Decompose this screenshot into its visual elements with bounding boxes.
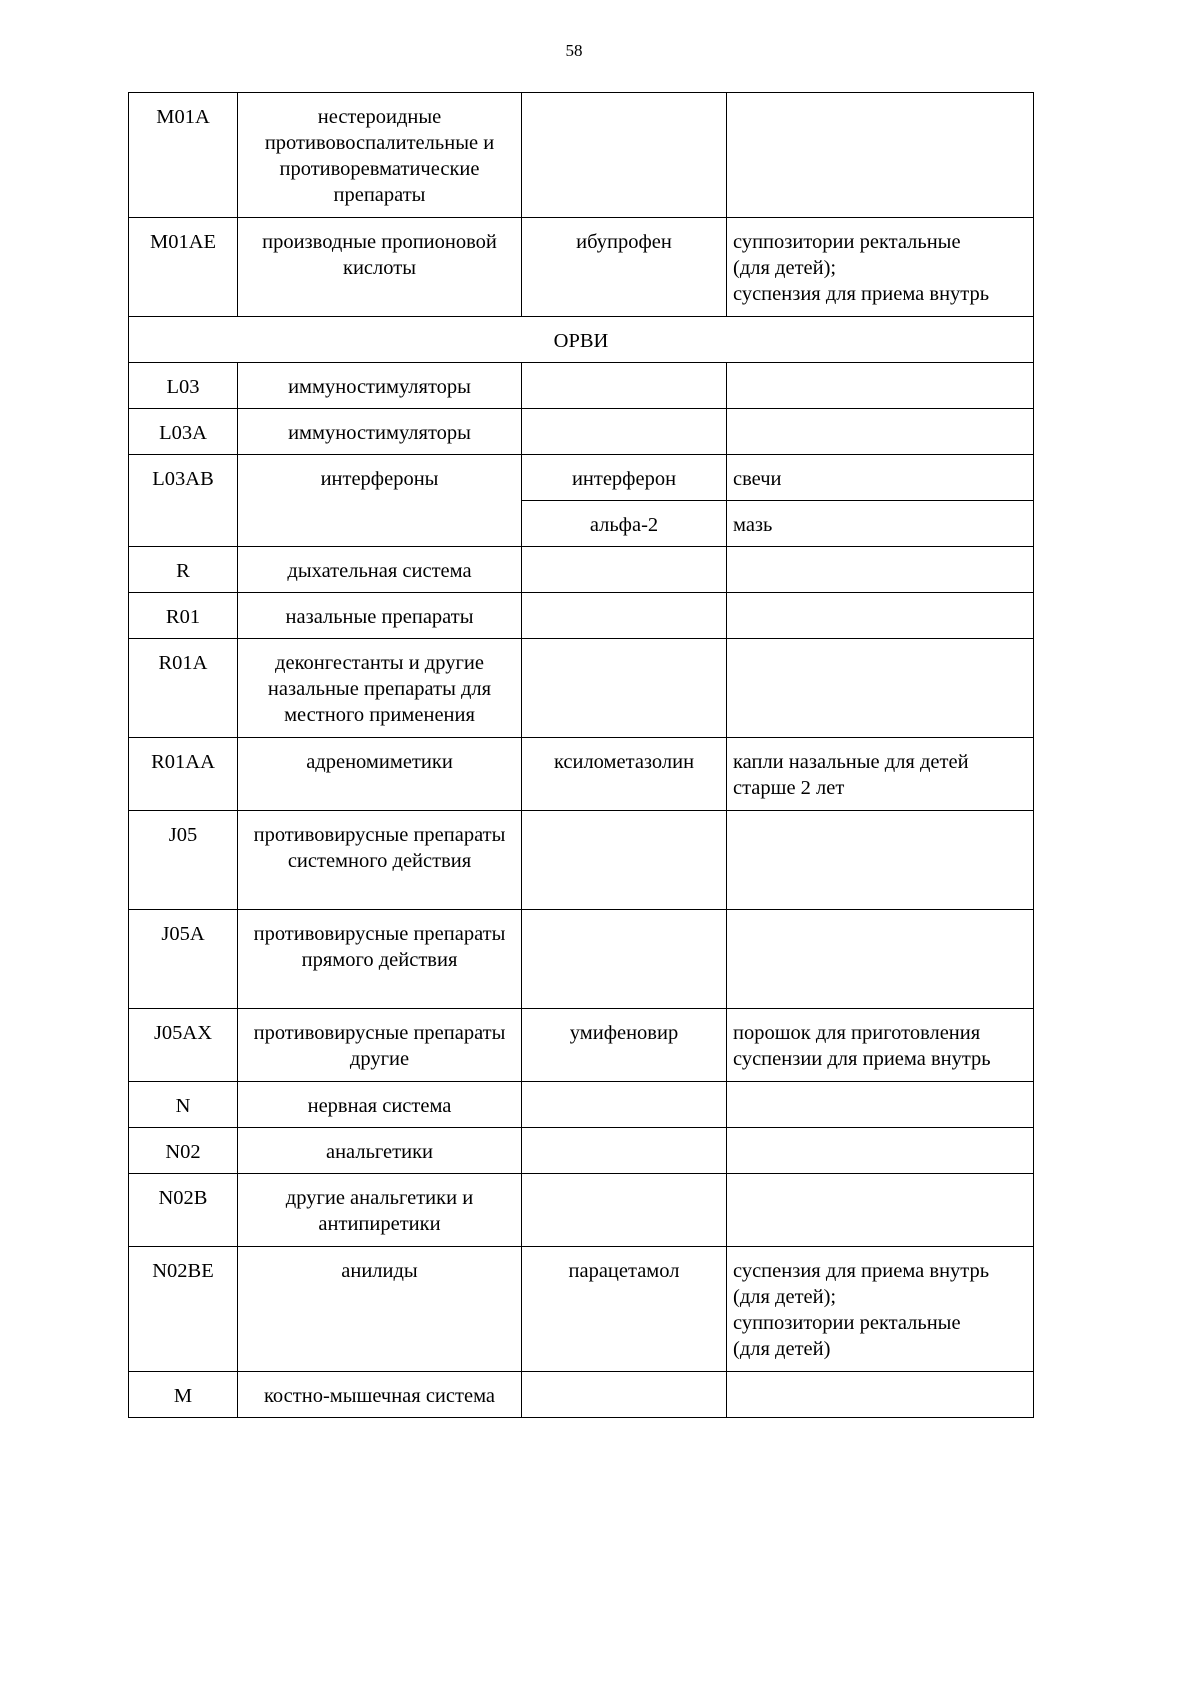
drug-name-cell	[522, 547, 727, 593]
drug-name-cell	[522, 1082, 727, 1128]
table-row	[129, 639, 1034, 738]
atc-group-cell: противовирусные препараты прямого действия	[238, 910, 522, 1009]
atc-group-cell: назальные препараты	[238, 593, 522, 639]
drug-name-cell: ибупрофен	[522, 218, 727, 317]
drug-name-cell	[522, 93, 727, 218]
table-row	[129, 1372, 1034, 1418]
drug-name-cell	[522, 409, 727, 455]
dosage-form-cell	[727, 593, 1034, 639]
atc-code-cell: R01A	[129, 639, 238, 738]
drug-name-cell	[522, 363, 727, 409]
atc-group-cell: анилиды	[238, 1247, 522, 1372]
atc-group-cell: нестероидные противовоспалительные и противоревматические препараты	[238, 93, 522, 218]
dosage-form-cell	[727, 93, 1034, 218]
atc-group-cell: противовирусные препараты системного действия	[238, 811, 522, 910]
atc-code-cell: M01AE	[129, 218, 238, 317]
dosage-form-cell	[727, 811, 1034, 910]
atc-code-cell: N02BE	[129, 1247, 238, 1372]
dosage-form-cell	[727, 1174, 1034, 1247]
dosage-form-cell	[727, 363, 1034, 409]
atc-group-cell: дыхательная система	[238, 547, 522, 593]
table-body-after-section-b	[129, 547, 1034, 1418]
drug-name-cell	[522, 910, 727, 1009]
dosage-form-cell	[727, 218, 1034, 317]
dosage-form-line: (для детей);	[733, 1286, 837, 1308]
atc-group-cell: интерфероны	[238, 455, 522, 547]
dosage-form-line: старше 2 лет	[733, 777, 845, 799]
drug-table	[128, 92, 1034, 1418]
atc-group-cell: производные пропионовой кислоты	[238, 218, 522, 317]
atc-code-cell: J05	[129, 811, 238, 910]
drug-name-cell	[522, 593, 727, 639]
atc-code-cell: N02	[129, 1128, 238, 1174]
atc-group-cell: деконгестанты и другие назальные препараты для местного применения	[238, 639, 522, 738]
section-row-group	[129, 317, 1034, 363]
table-row	[129, 910, 1034, 1009]
table-row	[129, 1128, 1034, 1174]
dosage-form-line: суспензии для приема внутрь	[733, 1048, 991, 1070]
dosage-form-line: суппозитории ректальные	[733, 1312, 961, 1334]
drug-name-cell	[522, 1372, 727, 1418]
atc-group-cell: другие анальгетики и антипиретики	[238, 1174, 522, 1247]
dosage-form-cell: свечи	[727, 455, 1034, 501]
table-row	[129, 363, 1034, 409]
atc-group-cell: костно-мышечная система	[238, 1372, 522, 1418]
dosage-form-cell	[727, 639, 1034, 738]
atc-code-cell: R01	[129, 593, 238, 639]
table-row	[129, 93, 1034, 218]
table-row	[129, 1247, 1034, 1372]
table-row	[129, 455, 1034, 501]
table-row	[129, 218, 1034, 317]
dosage-form-cell	[727, 547, 1034, 593]
dosage-form-cell	[727, 738, 1034, 811]
dosage-form-line: суспензия для приема внутрь	[733, 1260, 990, 1282]
atc-code-cell: L03AB	[129, 455, 238, 547]
atc-group-cell: адреномиметики	[238, 738, 522, 811]
dosage-form-cell	[727, 1128, 1034, 1174]
table-row	[129, 738, 1034, 811]
atc-group-cell: иммуностимуляторы	[238, 363, 522, 409]
table-row	[129, 811, 1034, 910]
drug-name-cell: парацетамол	[522, 1247, 727, 1372]
table-body-before-section	[129, 93, 1034, 317]
atc-code-cell: L03A	[129, 409, 238, 455]
table-row	[129, 409, 1034, 455]
dosage-form-line: капли назальные для детей	[733, 751, 969, 773]
drug-name-cell	[522, 1128, 727, 1174]
dosage-form-cell	[727, 1009, 1034, 1082]
atc-group-cell: иммуностимуляторы	[238, 409, 522, 455]
table-row	[129, 1009, 1034, 1082]
atc-code-cell: R01AA	[129, 738, 238, 811]
atc-code-cell: M	[129, 1372, 238, 1418]
table-row	[129, 547, 1034, 593]
drug-name-cell: альфа-2	[522, 501, 727, 547]
page-number: 58	[565, 41, 583, 60]
dosage-form-line: порошок для приготовления	[733, 1022, 981, 1044]
table-body-after-section-a	[129, 363, 1034, 455]
atc-code-cell: N02B	[129, 1174, 238, 1247]
dosage-form-cell	[727, 1082, 1034, 1128]
atc-group-cell: анальгетики	[238, 1128, 522, 1174]
drug-name-cell	[522, 811, 727, 910]
dosage-form-cell	[727, 1372, 1034, 1418]
dosage-form-cell	[727, 409, 1034, 455]
dosage-form-cell: мазь	[727, 501, 1034, 547]
drug-name-cell: умифеновир	[522, 1009, 727, 1082]
drug-name-cell	[522, 1174, 727, 1247]
dosage-form-line: суппозитории ректальные	[733, 231, 961, 253]
drug-name-cell: интерферон	[522, 455, 727, 501]
dosage-form-line: (для детей)	[733, 1338, 831, 1360]
dosage-form-line: (для детей);	[733, 257, 837, 279]
dosage-form-cell	[727, 910, 1034, 1009]
drug-name-cell: ксилометазолин	[522, 738, 727, 811]
table-row	[129, 1082, 1034, 1128]
atc-group-cell: противовирусные препараты другие	[238, 1009, 522, 1082]
atc-code-cell: R	[129, 547, 238, 593]
dosage-form-line: суспензия для приема внутрь	[733, 283, 990, 305]
table-row	[129, 1174, 1034, 1247]
atc-code-cell: J05A	[129, 910, 238, 1009]
table-row	[129, 593, 1034, 639]
section-title: ОРВИ	[129, 317, 1034, 363]
atc-code-cell: J05AX	[129, 1009, 238, 1082]
atc-code-cell: N	[129, 1082, 238, 1128]
drug-name-cell	[522, 639, 727, 738]
section-row	[129, 317, 1034, 363]
atc-code-cell: M01A	[129, 93, 238, 218]
atc-group-cell: нервная система	[238, 1082, 522, 1128]
atc-code-cell: L03	[129, 363, 238, 409]
interferon-row-group	[129, 455, 1034, 547]
dosage-form-cell	[727, 1247, 1034, 1372]
